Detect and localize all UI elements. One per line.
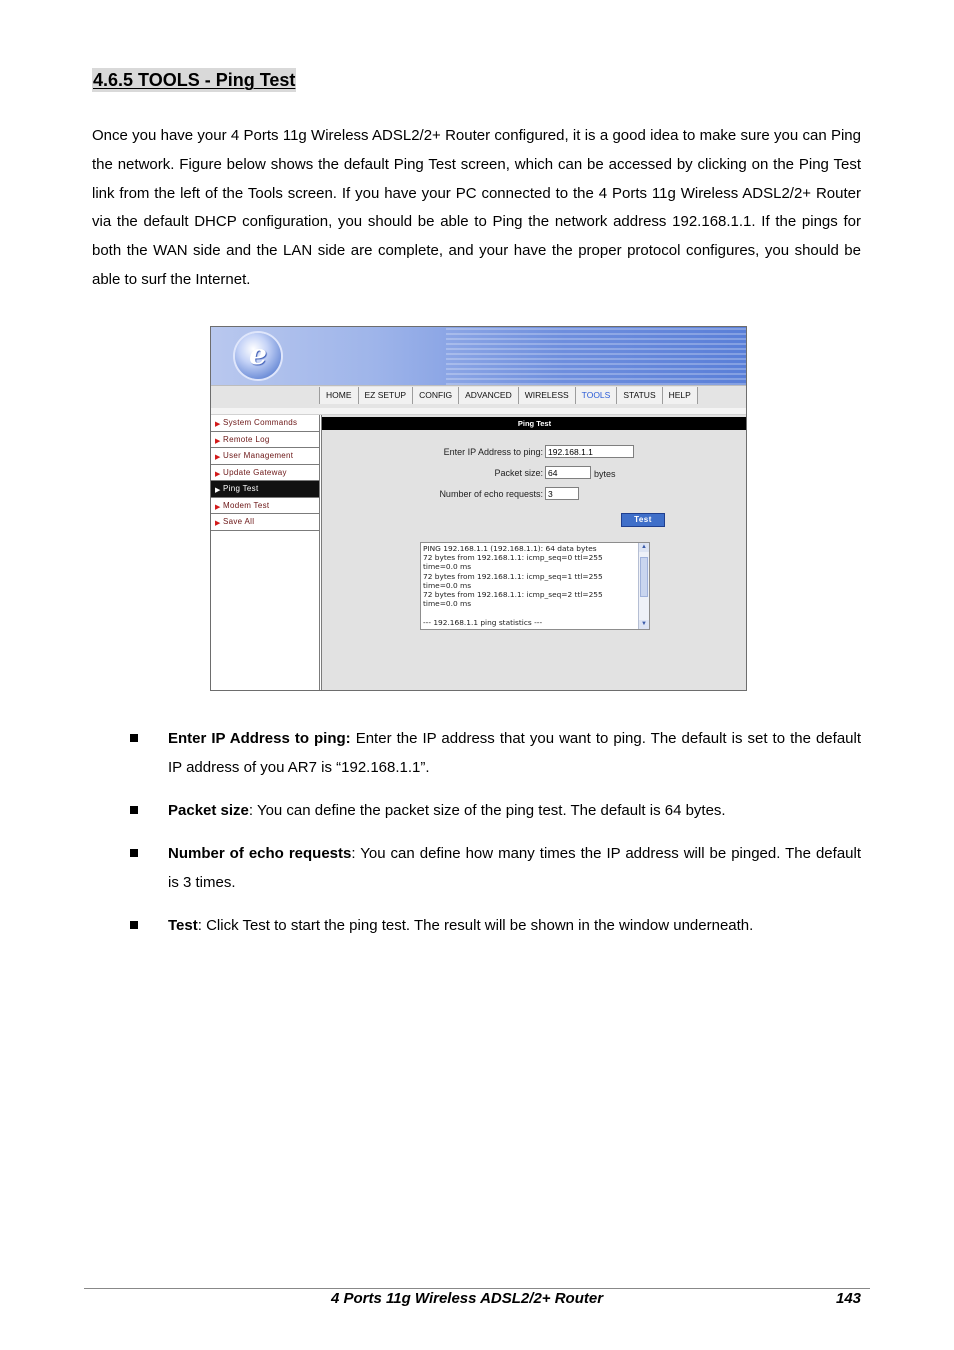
bullet-term: Enter IP Address to ping: (168, 730, 351, 747)
bullet-desc: Enter the IP address that you want to ping. The default is set to the default IP address of you AR7 is “192.168.1.1”. (168, 730, 862, 776)
bullet-square-icon (130, 849, 138, 857)
sidebar-item-label: System Commands (223, 418, 298, 427)
logo-letter: e (249, 338, 267, 371)
nav-tab-wireless[interactable]: WIRELESS (518, 387, 575, 404)
ip-address-input[interactable]: 192.168.1.1 (545, 445, 634, 458)
sidebar-item-label: Modem Test (223, 500, 270, 510)
sidebar-item-label: Remote Log (223, 434, 270, 444)
arrow-right-icon: ▶ (215, 520, 221, 527)
sidebar-item-save-all[interactable] (211, 514, 319, 531)
ping-result-box[interactable] (420, 542, 650, 630)
router-screenshot (210, 326, 747, 691)
bullet-test (130, 912, 861, 941)
banner-stripes (446, 327, 746, 385)
footer-rule (84, 1288, 870, 1289)
sidebar-item-label: Ping Test (223, 484, 259, 493)
bullet-desc: : You can define how many times the IP address will be pinged. The default is 3 times. (168, 845, 861, 891)
bullet-text (168, 912, 861, 941)
ping-test-panel (321, 415, 747, 690)
arrow-right-icon: ▶ (215, 487, 221, 494)
bullet-desc: : Click Test to start the ping test. The result will be shown in the window underneath. (197, 917, 754, 934)
bullet-term: Packet size (168, 802, 249, 819)
sidebar-item-modem-test[interactable] (211, 498, 319, 515)
tools-sidebar (211, 415, 320, 690)
sidebar-item-remote-log[interactable] (211, 432, 319, 449)
bullet-text (168, 840, 861, 898)
section-heading: 4.6.5 TOOLS - Ping Test (93, 70, 296, 90)
sub-nav-bar (211, 408, 746, 415)
arrow-right-icon: ▶ (215, 437, 221, 445)
arrow-right-icon: ▶ (215, 454, 221, 461)
nav-tab-ez-setup[interactable]: EZ SETUP (358, 387, 413, 404)
scroll-down-icon[interactable]: ▼ (639, 620, 649, 629)
brand-logo-icon (235, 333, 281, 379)
sidebar-item-label: Save All (223, 517, 255, 526)
bullet-square-icon (130, 806, 138, 814)
scroll-thumb[interactable] (640, 557, 648, 597)
nav-tabs (319, 387, 698, 404)
sidebar-item-ping-test[interactable] (211, 481, 319, 498)
result-scrollbar[interactable] (638, 543, 649, 629)
sidebar-item-system-commands[interactable] (211, 415, 319, 432)
sidebar-item-user-management[interactable] (211, 448, 319, 465)
bullet-text (168, 725, 861, 783)
router-banner (211, 327, 746, 385)
echo-requests-input[interactable]: 3 (545, 487, 579, 500)
nav-tab-config[interactable]: CONFIG (412, 387, 458, 404)
bullet-ip-address (130, 725, 861, 783)
arrow-right-icon: ▶ (215, 421, 221, 428)
ping-result-text: PING 192.168.1.1 (192.168.1.1): 64 data bytes 72 bytes from 192.168.1.1: icmp_seq=0 ttl=255 time=0.0 ms 72 bytes from 192.168.1.1: icmp_seq=1 ttl=255 time=0.0 ms 72 bytes from 192.168.1.1: icmp_seq=2 ttl=255 time=0.0 ms --- 192.168.1.1 ping statistics --- (423, 544, 603, 627)
echo-requests-label: Number of echo requests: (439, 489, 543, 499)
bullet-term: Number of echo requests (168, 845, 352, 862)
page-number: 143 (836, 1290, 862, 1307)
test-button[interactable]: Test (621, 513, 665, 527)
packet-size-input[interactable]: 64 (545, 466, 591, 479)
nav-tab-status[interactable]: STATUS (616, 387, 661, 404)
nav-tab-home[interactable]: HOME (319, 387, 358, 404)
footer-title: 4 Ports 11g Wireless ADSL2/2+ Router (331, 1290, 604, 1307)
bullet-text (168, 797, 861, 826)
bullet-term: Test (168, 917, 198, 934)
nav-tab-help[interactable]: HELP (662, 387, 698, 404)
packet-size-label: Packet size: (494, 468, 543, 478)
nav-tab-advanced[interactable]: ADVANCED (458, 387, 518, 404)
sidebar-item-label: User Management (223, 451, 294, 460)
ip-address-label: Enter IP Address to ping: (443, 447, 543, 457)
bullet-desc: : You can define the packet size of the ping test. The default is 64 bytes. (248, 802, 726, 819)
scroll-up-icon[interactable]: ▲ (639, 543, 649, 552)
bullet-packet-size (130, 797, 861, 826)
arrow-right-icon: ▶ (215, 503, 221, 511)
arrow-right-icon: ▶ (215, 470, 221, 478)
bullet-echo-requests (130, 840, 861, 898)
intro-paragraph: Once you have your 4 Ports 11g Wireless ADSL2/2+ Router configured, it is a good idea to make sure you can Ping the network. Figure below shows the default Ping Test screen, which can be accessed by clicking on the Ping Test link from the left of the Tools screen. If you have your PC connected to the 4 Ports 11g Wireless ADSL2/2+ Router via the default DHCP configuration, you should be able to Ping the network address 192.168.1.1. If the pings for both the WAN side and the LAN side are complete, and your have the proper protocol configures, you should be able to surf the Internet. (92, 127, 861, 288)
nav-tab-tools[interactable]: TOOLS (575, 387, 617, 404)
packet-unit-label: bytes (594, 469, 616, 479)
sidebar-item-update-gateway[interactable] (211, 465, 319, 482)
bullet-square-icon (130, 921, 138, 929)
sidebar-item-label: Update Gateway (223, 467, 287, 477)
bullet-square-icon (130, 734, 138, 742)
panel-title: Ping Test (322, 417, 747, 430)
top-nav (211, 385, 746, 409)
